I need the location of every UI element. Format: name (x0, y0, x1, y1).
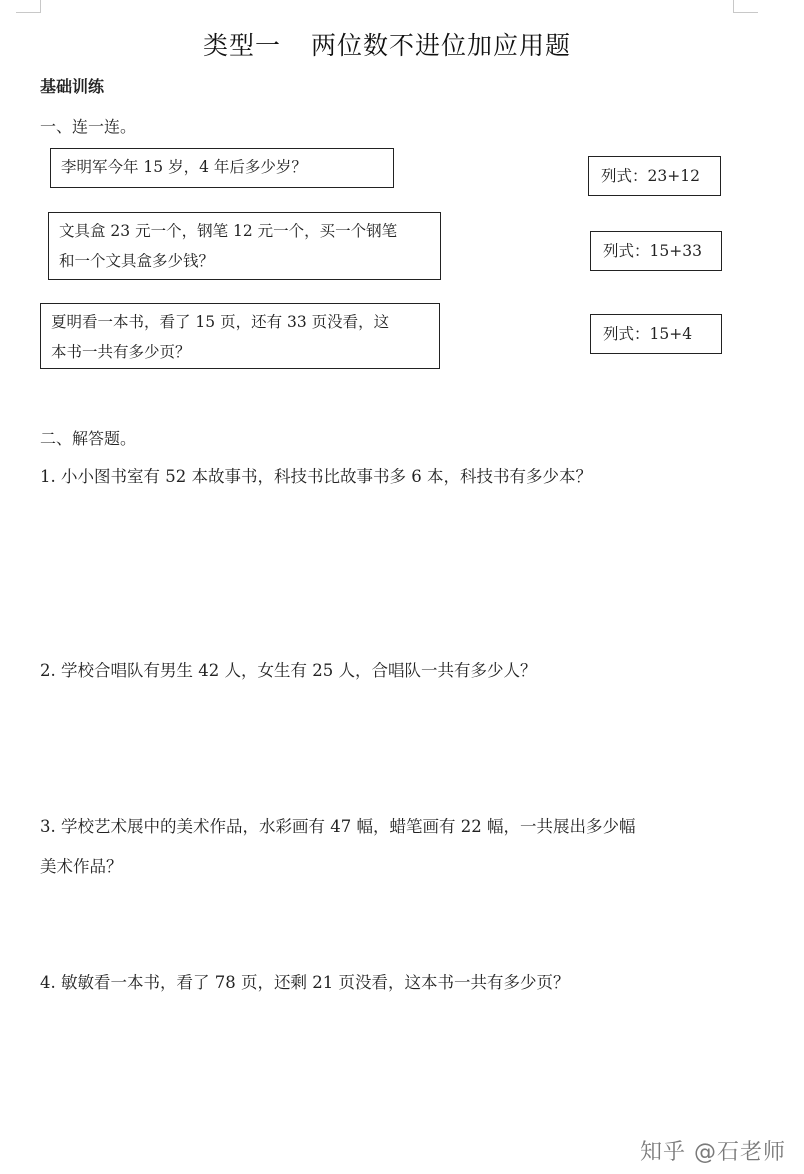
match-question-2[interactable] (48, 212, 441, 280)
title-topic: 两位数不进位加应用题 (311, 31, 572, 60)
match-answer-1-text: 列式：23+12 (601, 167, 700, 185)
problem-3 (40, 807, 760, 887)
match-answer-3[interactable] (590, 314, 722, 354)
problem-2-text: 2. 学校合唱队有男生 42 人，女生有 25 人，合唱队一共有多少人？ (40, 661, 537, 680)
match-answer-2[interactable] (590, 231, 722, 271)
page-corner-mark-left (16, 0, 41, 13)
problem-1 (40, 457, 760, 497)
zhihu-watermark: 知乎 @石老师 (640, 1140, 786, 1165)
match-question-2-line2: 和一个文具盒多少钱？ (59, 252, 215, 270)
page-title (0, 26, 774, 62)
match-question-2-line1: 文具盒 23 元一个，钢笔 12 元一个，买一个钢笔 (59, 222, 398, 240)
problem-3-line2: 美术作品？ (40, 857, 123, 876)
page-corner-mark-right (733, 0, 758, 13)
title-type: 类型一 (202, 31, 281, 60)
match-answer-3-text: 列式：15+4 (603, 325, 693, 343)
match-question-1[interactable] (50, 148, 394, 188)
section-basic-training: 基础训练 (40, 77, 105, 96)
match-question-3-line2: 本书一共有多少页？ (51, 343, 191, 361)
problem-1-text: 1. 小小图书室有 52 本故事书，科技书比故事书多 6 本，科技书有多少本？ (40, 467, 592, 486)
match-question-3[interactable] (40, 303, 440, 369)
section-word-problems-heading: 二、解答题。 (40, 429, 137, 448)
problem-2 (40, 651, 760, 691)
problem-3-line1: 3. 学校艺术展中的美术作品，水彩画有 47 幅，蜡笔画有 22 幅，一共展出多少幅 (40, 817, 636, 836)
match-question-1-text: 李明军今年 15 岁，4 年后多少岁？ (61, 158, 307, 176)
match-question-3-line1: 夏明看一本书，看了 15 页，还有 33 页没看，这 (51, 313, 390, 331)
match-answer-1[interactable] (588, 156, 721, 196)
problem-4-text: 4. 敏敏看一本书，看了 78 页，还剩 21 页没看，这本书一共有多少页？ (40, 973, 570, 992)
match-answer-2-text: 列式：15+33 (603, 242, 702, 260)
problem-4 (40, 963, 760, 1003)
section-matching-heading: 一、连一连。 (40, 117, 137, 136)
